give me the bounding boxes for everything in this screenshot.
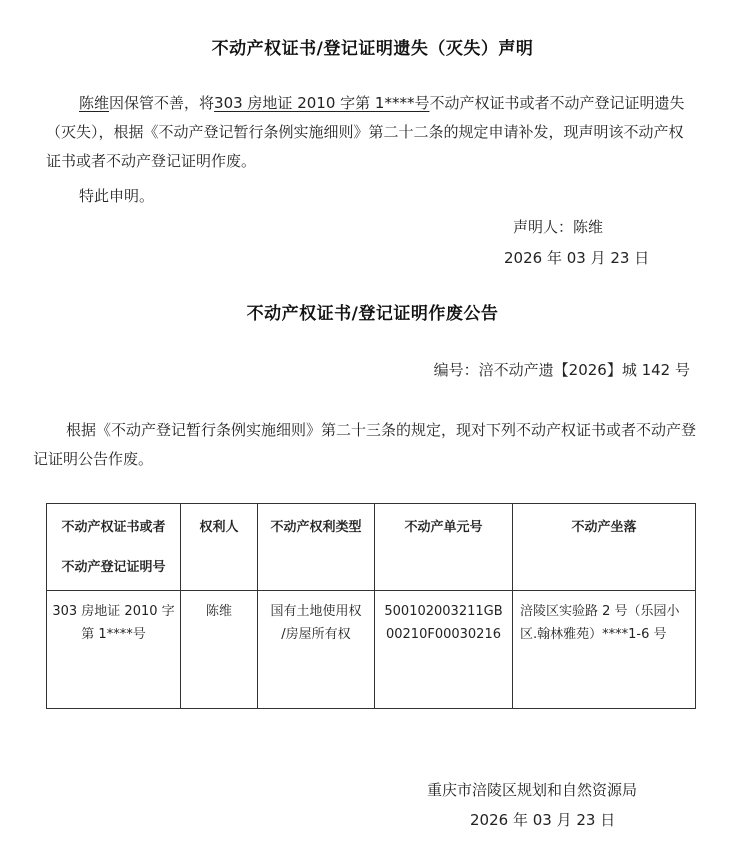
declaration-closing <box>46 182 698 211</box>
declaration-body <box>46 89 698 176</box>
cell-location <box>513 591 696 709</box>
closing-text: 特此申明。 <box>79 187 155 205</box>
certificate-number: 303 房地证 2010 字第 1****号 <box>214 94 430 112</box>
cell-owner: 陈维 <box>181 591 258 709</box>
owner-name: 陈维 <box>79 94 110 112</box>
table-row <box>47 591 696 709</box>
cell-cert-line2: 第 1****号 <box>81 627 146 642</box>
header-owner: 权利人 <box>181 504 258 591</box>
cell-location-line1: 涪陵区实验路 2 号（乐园小 <box>520 604 680 619</box>
cell-right-type-line2: /房屋所有权 <box>281 627 351 642</box>
issuer: 重庆市涪陵区规划和自然资源局 <box>427 781 638 799</box>
cell-unit-number <box>375 591 513 709</box>
declaration-date: 2026 年 03 月 23 日 <box>504 249 650 267</box>
header-certificate-number <box>47 504 181 591</box>
cell-right-type <box>258 591 375 709</box>
header-cert-line2: 不动产登记证明号 <box>61 560 166 575</box>
announcement-date: 2026 年 03 月 23 日 <box>470 811 616 829</box>
declaration-body-part1: 因保管不善，将 <box>109 94 215 112</box>
declaration-body-part2: 不动产权证书或者不动产登记证明遗失（灭失），根据《不动产登记暂行条例实施细则》第二十二条的规定申请补发，现声明该不动产权证书或者不动产登记证明作废。 <box>46 94 685 170</box>
void-certificate-table <box>46 503 696 709</box>
cell-unit-line2: 00210F00030216 <box>385 627 501 642</box>
header-right-type: 不动产权利类型 <box>258 504 375 591</box>
cell-location-line2: 区.翰林雅苑）****1-6 号 <box>520 627 667 642</box>
header-cert-line1: 不动产权证书或者 <box>61 520 166 535</box>
declaration-title: 不动产权证书/登记证明遗失（灭失）声明 <box>211 39 534 59</box>
cell-certificate-number <box>47 591 181 709</box>
cell-unit-line1: 500102003211GB <box>384 604 503 619</box>
header-unit-number: 不动产单元号 <box>375 504 513 591</box>
header-location: 不动产坐落 <box>513 504 696 591</box>
announcement-body <box>33 416 697 474</box>
cell-right-type-line1: 国有土地使用权 <box>270 604 362 619</box>
announcement-title: 不动产权证书/登记证明作废公告 <box>246 304 499 324</box>
announcement-number: 编号：涪不动产遗【2026】城 142 号 <box>433 361 690 379</box>
announcement-body-text: 根据《不动产登记暂行条例实施细则》第二十三条的规定，现对下列不动产权证书或者不动产登记证明公告作废。 <box>33 421 697 468</box>
declarant: 声明人：陈维 <box>513 218 604 236</box>
cell-cert-line1: 303 房地证 2010 字 <box>52 604 175 619</box>
table-header-row <box>47 504 696 591</box>
